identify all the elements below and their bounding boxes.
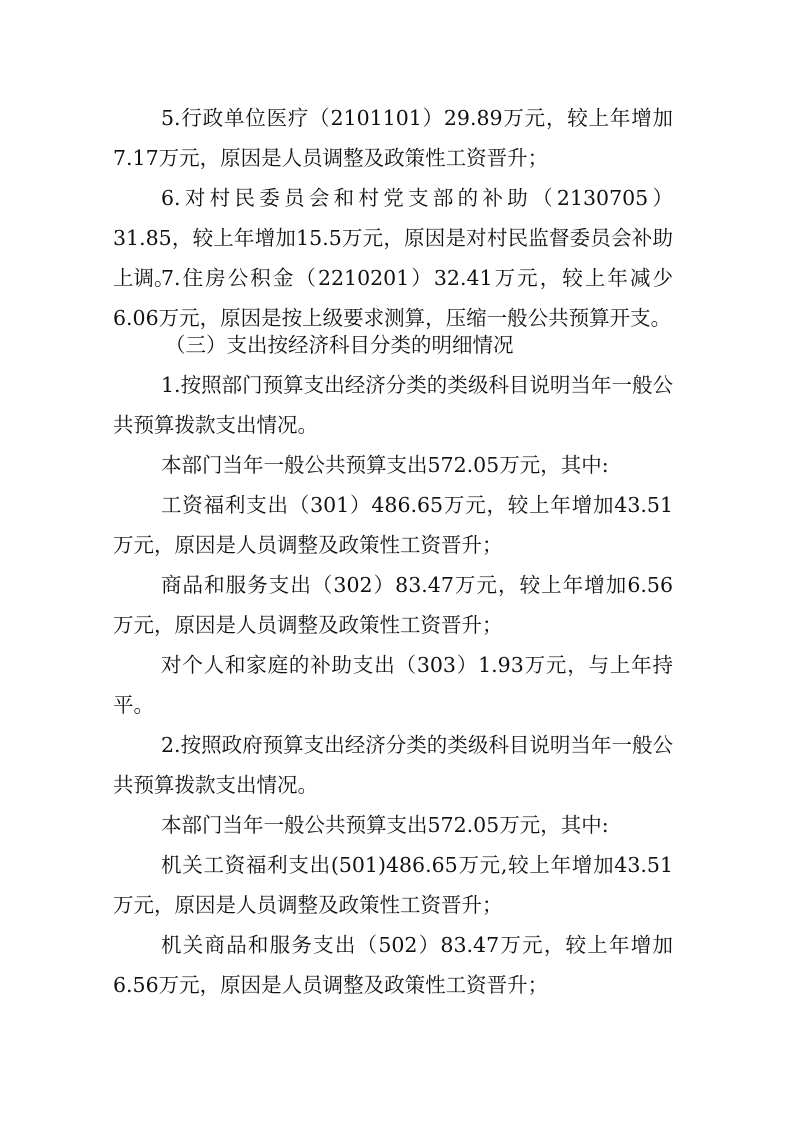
paragraph-wage-welfare: 工资福利支出（301）486.65万元，较上年增加43.51万元，原因是人员调整及政策性工资晋升；: [113, 493, 673, 557]
paragraph-village-subsidy: 6.对村民委员会和村党支部的补助（2130705）31.85，较上年增加15.5万元，原因是对村民监督委员会补助上调。: [113, 186, 673, 290]
paragraph-agency-wage: 机关工资福利支出(501)486.65万元,较上年增加43.51万元，原因是人员调整及政策性工资晋升；: [113, 853, 673, 917]
paragraph-goods-services: 商品和服务支出（302）83.47万元，较上年增加6.56万元，原因是人员调整及政策性工资晋升；: [113, 573, 673, 637]
paragraph-household-subsidy: 对个人和家庭的补助支出（303）1.93万元，与上年持平。: [113, 653, 673, 717]
paragraph-total-expense-2: 本部门当年一般公共预算支出572.05万元，其中:: [161, 813, 609, 837]
paragraph-gov-classification: 2.按照政府预算支出经济分类的类级科目说明当年一般公共预算拨款支出情况。: [113, 733, 673, 797]
section-heading: （三）支出按经济科目分类的明细情况: [165, 333, 514, 357]
paragraph-total-expense: 本部门当年一般公共预算支出572.05万元，其中:: [161, 453, 609, 477]
paragraph-housing-fund: 7.住房公积金（2210201）32.41万元，较上年减少6.06万元，原因是按上级要求测算，压缩一般公共预算开支。: [113, 266, 673, 330]
paragraph-dept-classification: 1.按照部门预算支出经济分类的类级科目说明当年一般公共预算拨款支出情况。: [113, 373, 673, 437]
paragraph-agency-goods: 机关商品和服务支出（502）83.47万元，较上年增加6.56万元，原因是人员调整及政策性工资晋升；: [113, 933, 673, 997]
paragraph-medical: 5.行政单位医疗（2101101）29.89万元，较上年增加7.17万元，原因是人员调整及政策性工资晋升；: [113, 106, 673, 170]
